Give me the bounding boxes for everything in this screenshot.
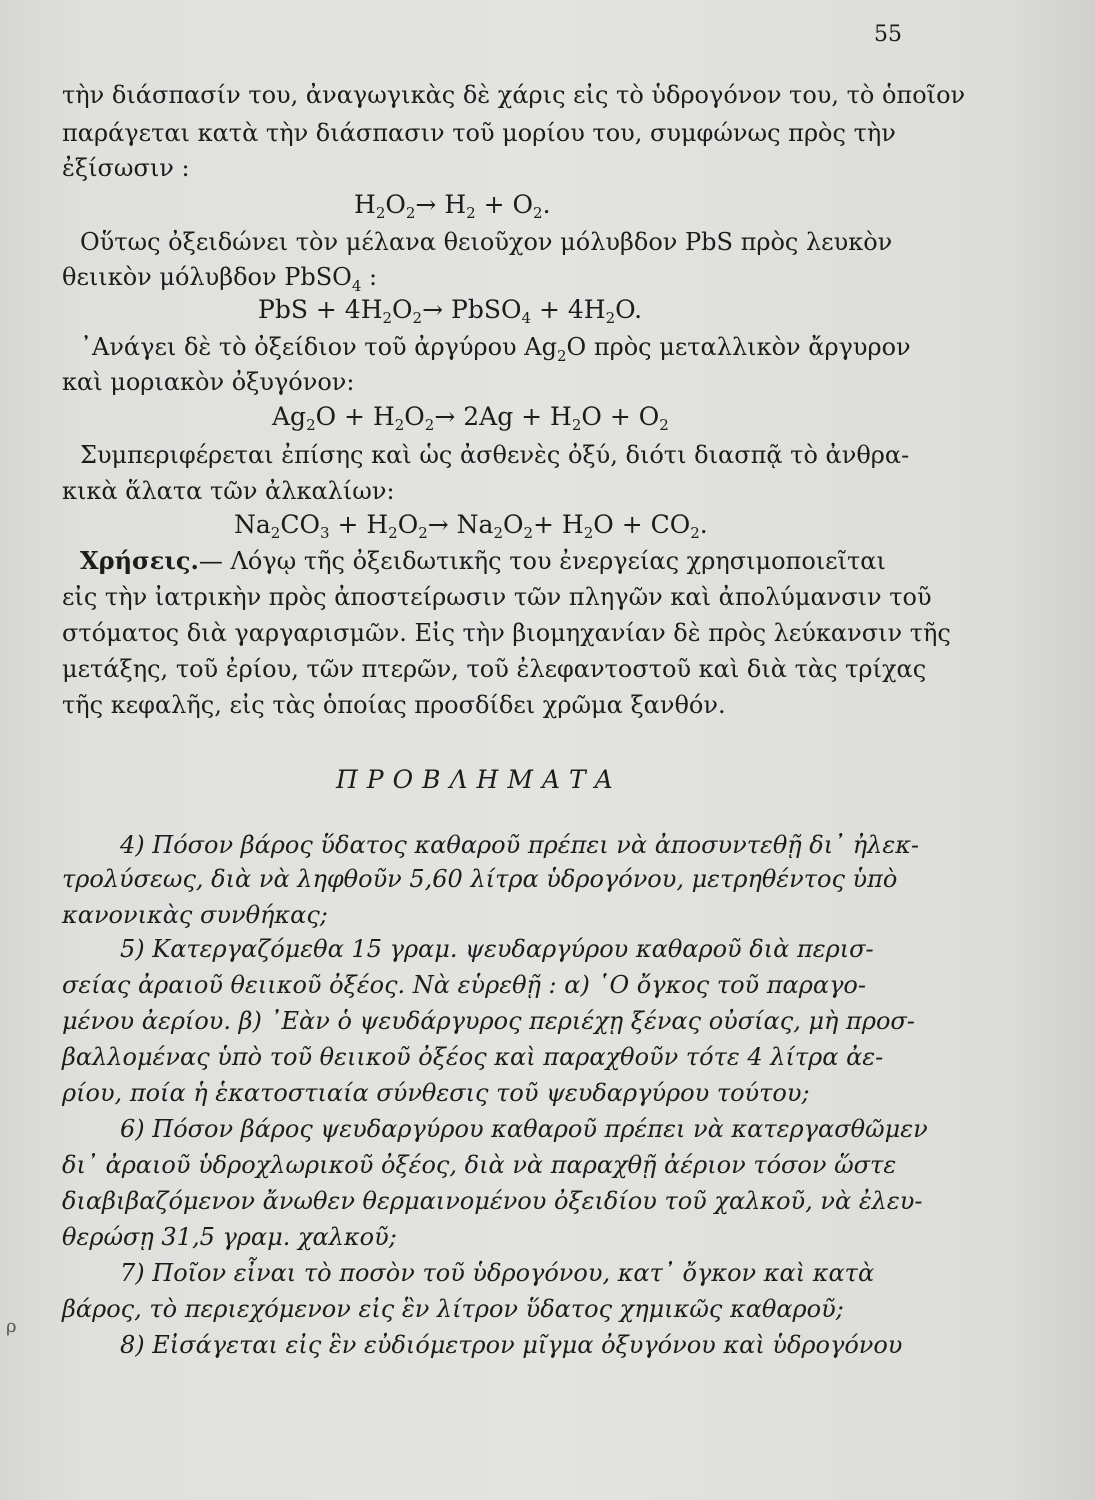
text-line: Χρήσεις.— Λόγῳ τῆς ὀξειδωτικῆς του ἐνεργείας χρησιμοποιεῖται [80, 546, 886, 575]
problem-line: κανονικὰς συνθήκας; [62, 901, 328, 929]
equation-1: $H_2O_2\to H_2 + O_2$. [354, 190, 551, 222]
problem-line: 6) Πόσον βάρος ψευδαργύρου καθαροῦ πρέπει νὰ κατεργασθῶμεν [120, 1115, 928, 1143]
equation-4: $Na_2CO_3 + H_2O_2\to Na_2O_2+ H_2O + CO_2$. [234, 510, 708, 542]
problem-line: 8) Εἰσάγεται εἰς ἓν εὐδιόμετρον μῖγμα ὀξυγόνου καὶ ὑδρογόνου [120, 1331, 903, 1359]
text-line: ᾿Ανάγει δὲ τὸ ὀξείδιον τοῦ ἀργύρου $Ag_2O$ πρὸς μεταλλικὸν ἄργυρον [80, 333, 911, 365]
problem-line: ρίου, ποία ἡ ἑκατοστιαία σύνθεσις τοῦ ψευδαργύρου τούτου; [62, 1079, 810, 1107]
text-line: Οὕτως ὀξειδώνει τὸν μέλανα θειοῦχον μόλυβδον PbS πρὸς λευκὸν [80, 228, 893, 256]
text-line: τὴν διάσπασίν του, ἀναγωγικὰς δὲ χάρις εἰς τὸ ὑδρογόνον του, τὸ ὁποῖον [62, 81, 966, 109]
problem-line: μένου ἀερίου. β) ᾿Εὰν ὁ ψευδάργυρος περιέχῃ ξένας οὐσίας, μὴ προσ- [62, 1007, 915, 1035]
text-line: τῆς κεφαλῆς, εἰς τὰς ὁποίας προσδίδει χρῶμα ξανθόν. [62, 691, 726, 719]
problem-line: τρολύσεως, διὰ νὰ ληφθοῦν 5,60 λίτρα ὑδρογόνου, μετρηθέντος ὑπὸ [62, 865, 898, 893]
equation-2: PbS + $4H_2O_2\to$ PbSO$_4$ + $4H_2O$. [258, 295, 643, 327]
text-line: καὶ μοριακὸν ὀξυγόνον: [62, 368, 355, 396]
text-line: στόματος διὰ γαργαρισμῶν. Εἰς τὴν βιομηχανίαν δὲ πρὸς λεύκανσιν τῆς [62, 619, 951, 647]
problem-line: θερώσῃ 31,5 γραμ. χαλκοῦ; [62, 1223, 397, 1251]
text-line: κικὰ ἅλατα τῶν ἀλκαλίων: [62, 477, 395, 505]
text-line: Συμπεριφέρεται ἐπίσης καὶ ὡς ἀσθενὲς ὀξύ, διότι διασπᾷ τὸ ἀνθρα- [80, 441, 910, 469]
text-line: ἐξίσωσιν : [62, 154, 190, 182]
problem-line: βάρος, τὸ περιεχόμενον εἰς ἓν λίτρον ὕδατος χημικῶς καθαροῦ; [62, 1295, 844, 1323]
text-line: παράγεται κατὰ τὴν διάσπασιν τοῦ μορίου του, συμφώνως πρὸς τὴν [62, 119, 896, 147]
problems-heading: ΠΡΟΒΛΗΜΑΤΑ [336, 765, 622, 794]
problem-line: σείας ἀραιοῦ θειικοῦ ὀξέος. Νὰ εὑρεθῇ : α) ῾Ο ὄγκος τοῦ παραγο- [62, 971, 866, 999]
problem-line: 7) Ποῖον εἶναι τὸ ποσὸν τοῦ ὑδρογόνου, κατ᾿ ὄγκον καὶ κατὰ [120, 1259, 875, 1287]
page-number: 55 [874, 22, 902, 47]
problem-line: δι᾿ ἀραιοῦ ὑδροχλωρικοῦ ὀξέος, διὰ νὰ παραχθῇ ἀέριον τόσον ὥστε [62, 1151, 897, 1179]
margin-mark: ρ [6, 1316, 17, 1337]
text-line: εἰς τὴν ἰατρικὴν πρὸς ἀποστείρωσιν τῶν πληγῶν καὶ ἀπολύμανσιν τοῦ [62, 583, 932, 611]
equation-3: $Ag_2O + H_2O_2\to 2Ag + H_2O + O_2$ [272, 402, 669, 434]
text-line: θειικὸν μόλυβδον PbSO$_4$ : [62, 263, 378, 295]
problem-line: 4) Πόσον βάρος ὕδατος καθαροῦ πρέπει νὰ ἀποσυντεθῇ δι᾿ ἠλεκ- [120, 831, 920, 859]
problem-line: διαβιβαζόμενον ἄνωθεν θερμαινομένου ὀξειδίου τοῦ χαλκοῦ, νὰ ἐλευ- [62, 1187, 923, 1215]
problem-line: βαλλομένας ὑπὸ τοῦ θειικοῦ ὀξέος καὶ παραχθοῦν τότε 4 λίτρα ἀε- [62, 1043, 884, 1071]
uses-label: Χρήσεις. [80, 546, 199, 575]
text-line: μετάξης, τοῦ ἐρίου, τῶν πτερῶν, τοῦ ἐλεφαντοστοῦ καὶ διὰ τὰς τρίχας [62, 655, 927, 683]
problem-line: 5) Κατεργαζόμεθα 15 γραμ. ψευδαργύρου καθαροῦ διὰ περισ- [120, 935, 874, 963]
